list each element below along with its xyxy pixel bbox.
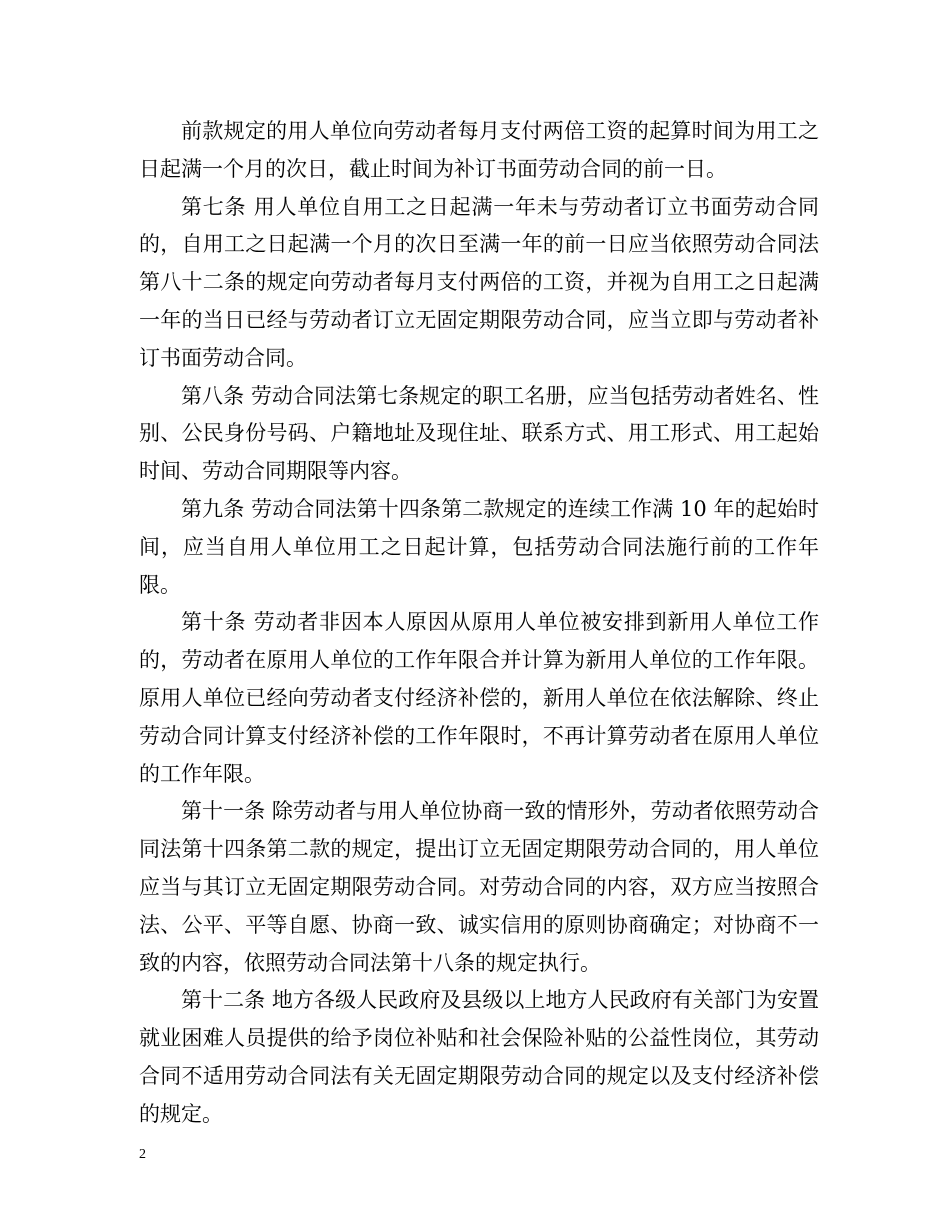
paragraph-wage-start: 前款规定的用人单位向劳动者每月支付两倍工资的起算时间为用工之日起满一个月的次日，截止时间为补订书面劳动合同的前一日。	[139, 119, 819, 181]
page-number: 2	[139, 1147, 146, 1162]
document-body	[139, 113, 819, 1134]
paragraph-article-10: 第十条 劳动者非因本人原因从原用人单位被安排到新用人单位工作的，劳动者在原用人单位的工作年限合并计算为新用人单位的工作年限。原用人单位已经向劳动者支付经济补偿的，新用人单位在依法解除、终止劳动合同计算支付经济补偿的工作年限时，不再计算劳动者在原用人单位的工作年限。	[139, 610, 819, 786]
paragraph-article-8: 第八条 劳动合同法第七条规定的职工名册，应当包括劳动者姓名、性别、公民身份号码、户籍地址及现住址、联系方式、用工形式、用工起始时间、劳动合同期限等内容。	[139, 383, 819, 484]
paragraph-article-7: 第七条 用人单位自用工之日起满一年未与劳动者订立书面劳动合同的，自用工之日起满一个月的次日至满一年的前一日应当依照劳动合同法第八十二条的规定向劳动者每月支付两倍的工资，并视为自用工之日起满一年的当日已经与劳动者订立无固定期限劳动合同，应当立即与劳动者补订书面劳动合同。	[139, 194, 819, 370]
paragraph-article-12: 第十二条 地方各级人民政府及县级以上地方人民政府有关部门为安置就业困难人员提供的给予岗位补贴和社会保险补贴的公益性岗位，其劳动合同不适用劳动合同法有关无固定期限劳动合同的规定以及支付经济补偿的规定。	[139, 988, 819, 1126]
paragraph-article-11: 第十一条 除劳动者与用人单位协商一致的情形外，劳动者依照劳动合同法第十四条第二款的规定，提出订立无固定期限劳动合同的，用人单位应当与其订立无固定期限劳动合同。对劳动合同的内容，双方应当按照合法、公平、平等自愿、协商一致、诚实信用的原则协商确定；对协商不一致的内容，依照劳动合同法第十八条的规定执行。	[139, 799, 819, 975]
paragraph-article-9: 第九条 劳动合同法第十四条第二款规定的连续工作满 10 年的起始时间，应当自用人单位用工之日起计算，包括劳动合同法施行前的工作年限。	[139, 496, 819, 597]
